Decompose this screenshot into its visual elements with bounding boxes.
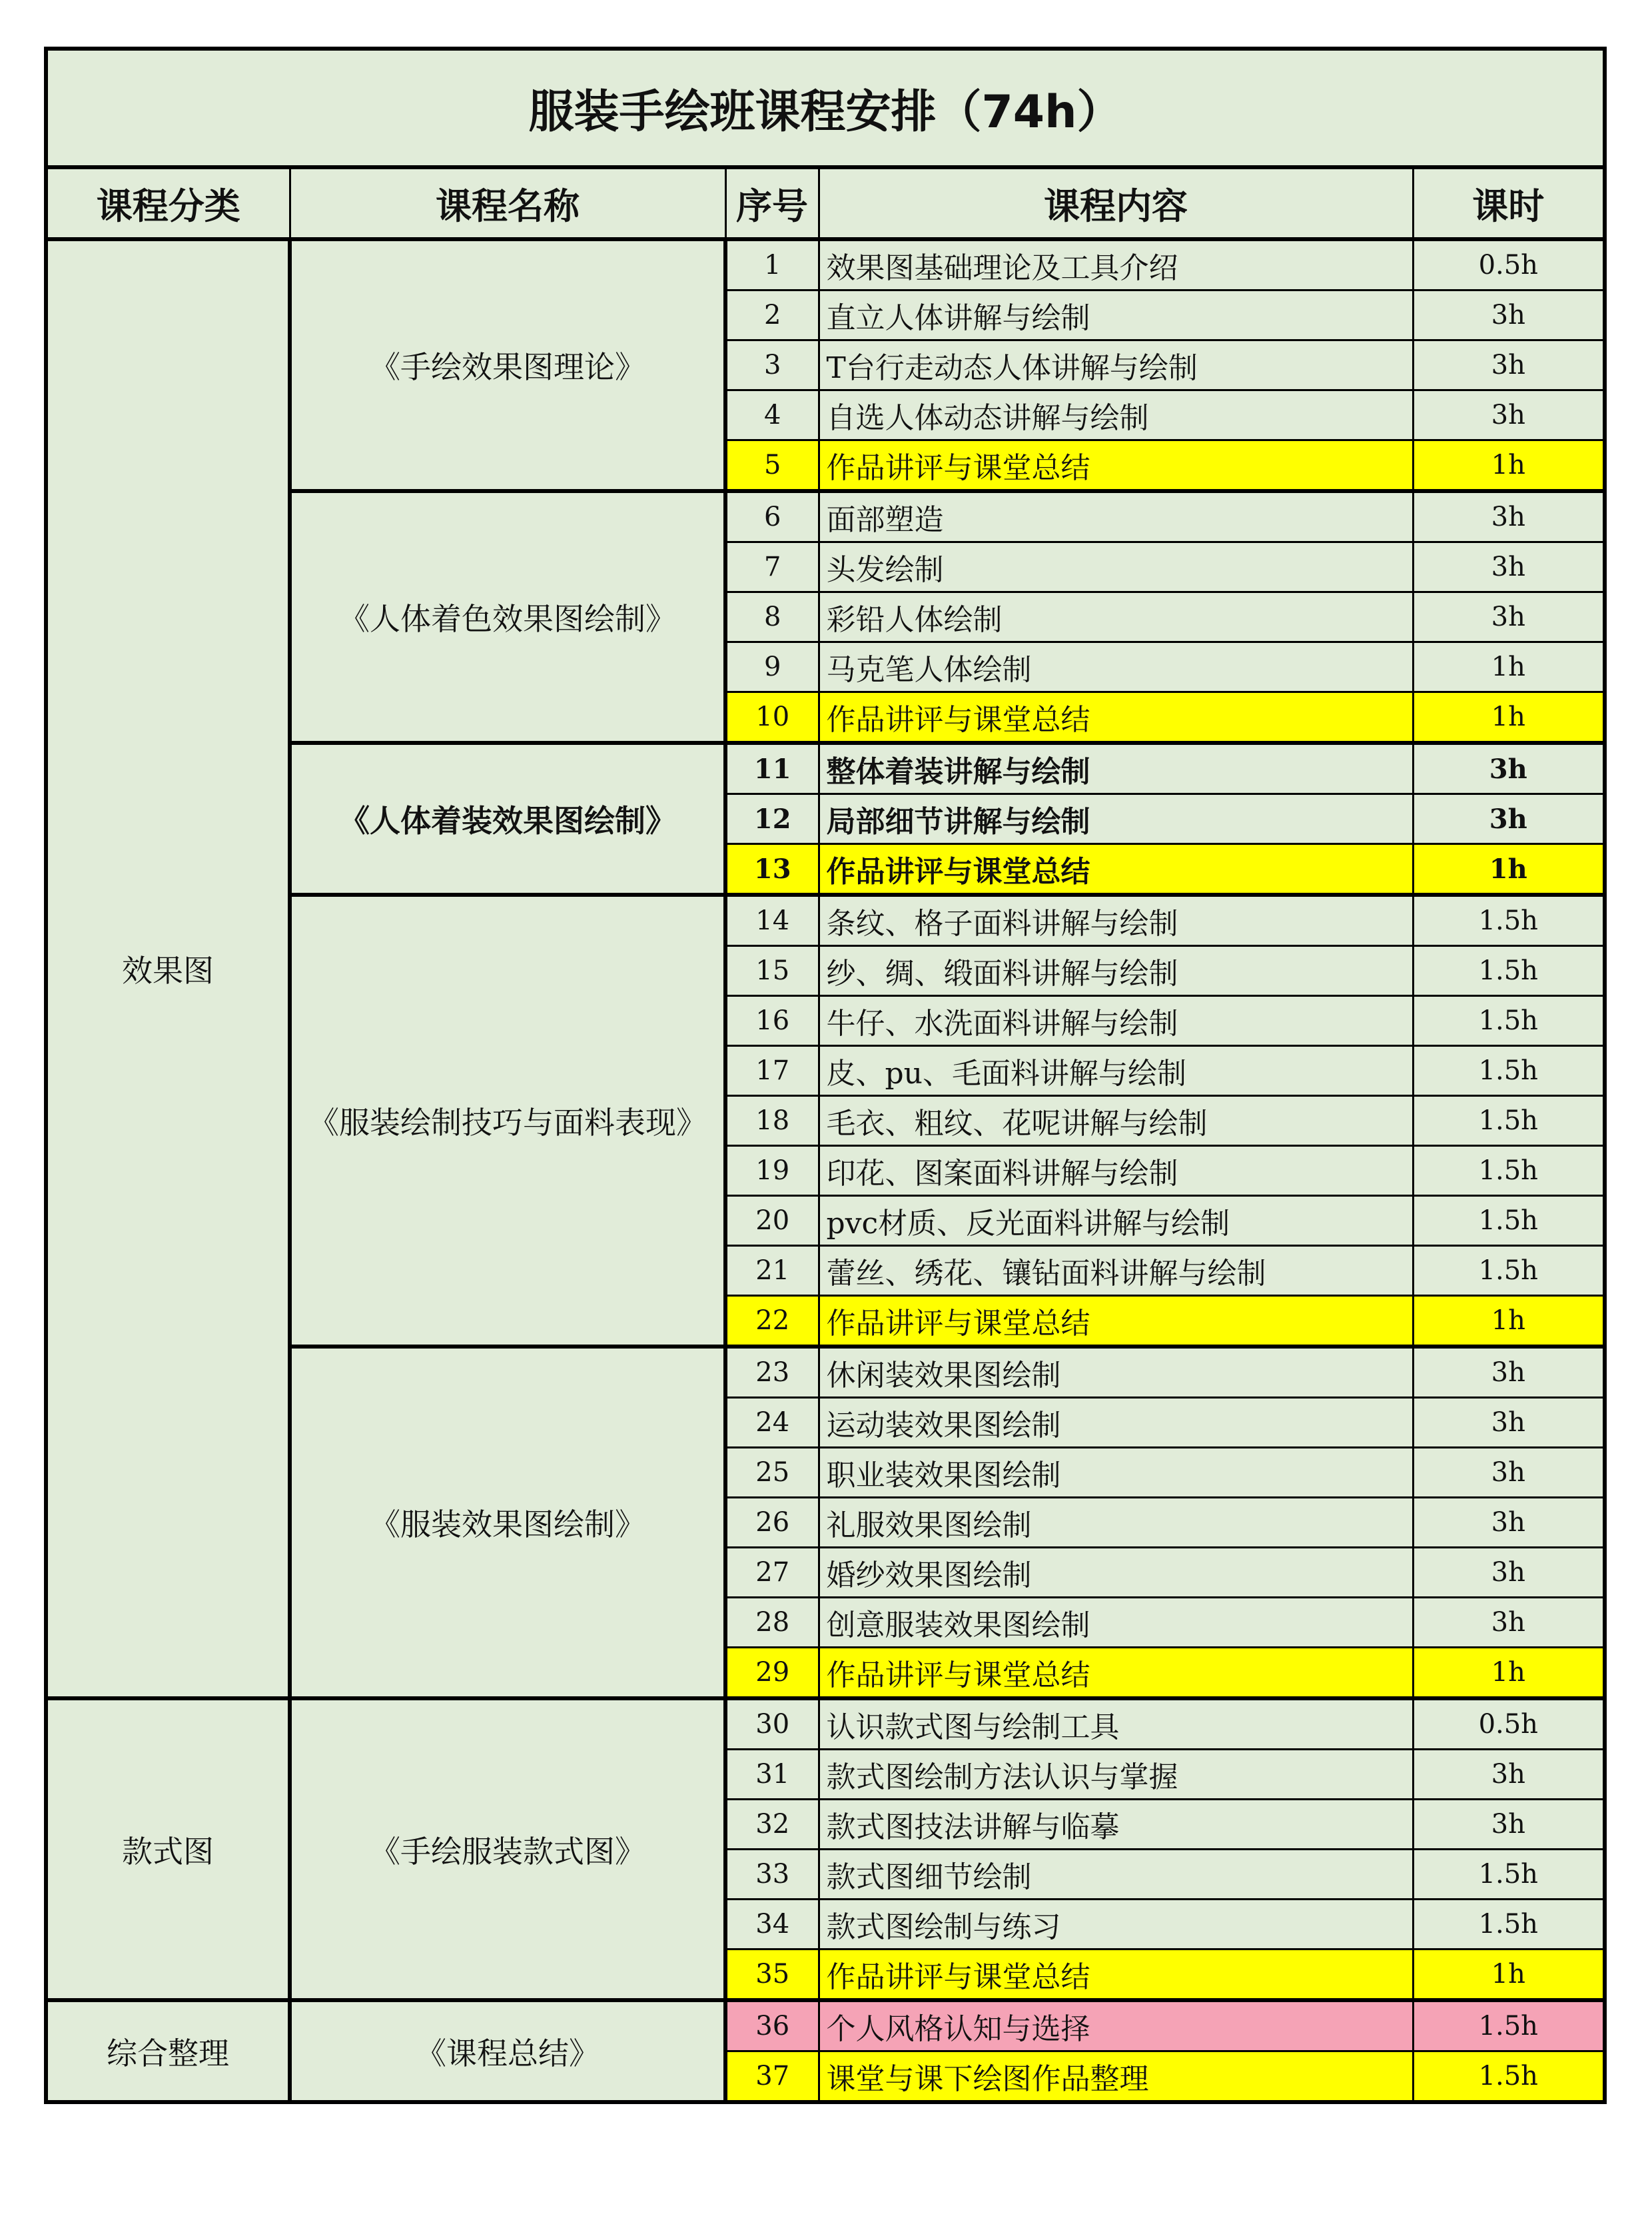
row-number-cell: 3 xyxy=(725,340,819,390)
lesson-content-cell: 毛衣、粗纹、花呢讲解与绘制 xyxy=(819,1096,1413,1146)
lesson-content-cell: 作品讲评与课堂总结 xyxy=(819,1950,1413,2001)
lesson-hours-cell: 3h xyxy=(1413,1398,1605,1448)
lesson-content-cell: 直立人体讲解与绘制 xyxy=(819,290,1413,340)
lesson-hours-cell: 3h xyxy=(1413,1800,1605,1850)
lesson-hours-cell: 1.5h xyxy=(1413,1046,1605,1096)
row-number-cell: 31 xyxy=(725,1750,819,1800)
row-number-cell: 34 xyxy=(725,1900,819,1950)
header-row xyxy=(46,167,1605,239)
row-number-cell: 14 xyxy=(725,895,819,946)
lesson-content-cell: 皮、pu、毛面料讲解与绘制 xyxy=(819,1046,1413,1096)
row-number-cell: 36 xyxy=(725,2000,819,2051)
course-name-cell: 《手绘效果图理论》 xyxy=(290,239,725,491)
course-name-cell: 《服装绘制技巧与面料表现》 xyxy=(290,895,725,1347)
lesson-hours-cell: 1h xyxy=(1413,1648,1605,1699)
row-number-cell: 7 xyxy=(725,542,819,592)
row-number-cell: 21 xyxy=(725,1246,819,1296)
lesson-hours-cell: 1.5h xyxy=(1413,2051,1605,2103)
lesson-hours-cell: 1h xyxy=(1413,440,1605,492)
lesson-content-cell: 印花、图案面料讲解与绘制 xyxy=(819,1146,1413,1196)
row-number-cell: 37 xyxy=(725,2051,819,2103)
row-number-cell: 33 xyxy=(725,1850,819,1900)
row-number-cell: 11 xyxy=(725,743,819,794)
lesson-hours-cell: 1.5h xyxy=(1413,1900,1605,1950)
lesson-hours-cell: 1.5h xyxy=(1413,996,1605,1046)
lesson-hours-cell: 3h xyxy=(1413,1347,1605,1398)
lesson-hours-cell: 1h xyxy=(1413,1950,1605,2001)
lesson-content-cell: 职业装效果图绘制 xyxy=(819,1448,1413,1498)
header-content: 课程内容 xyxy=(819,167,1413,239)
row-number-cell: 4 xyxy=(725,390,819,440)
lesson-hours-cell: 1.5h xyxy=(1413,1246,1605,1296)
lesson-hours-cell: 1h xyxy=(1413,1296,1605,1347)
lesson-content-cell: 运动装效果图绘制 xyxy=(819,1398,1413,1448)
lesson-content-cell: 款式图绘制与练习 xyxy=(819,1900,1413,1950)
lesson-hours-cell: 3h xyxy=(1413,1548,1605,1598)
row-number-cell: 30 xyxy=(725,1698,819,1750)
lesson-content-cell: 作品讲评与课堂总结 xyxy=(819,692,1413,744)
lesson-content-cell: 头发绘制 xyxy=(819,542,1413,592)
table-title: 服装手绘班课程安排（74h） xyxy=(46,49,1605,167)
lesson-hours-cell: 3h xyxy=(1413,743,1605,794)
lesson-content-cell: 条纹、格子面料讲解与绘制 xyxy=(819,895,1413,946)
row-number-cell: 28 xyxy=(725,1598,819,1648)
row-number-cell: 16 xyxy=(725,996,819,1046)
lesson-hours-cell: 1.5h xyxy=(1413,1096,1605,1146)
lesson-content-cell: 作品讲评与课堂总结 xyxy=(819,1296,1413,1347)
row-number-cell: 17 xyxy=(725,1046,819,1096)
lesson-content-cell: pvc材质、反光面料讲解与绘制 xyxy=(819,1196,1413,1246)
table-row xyxy=(46,1698,1605,1750)
lesson-hours-cell: 1h xyxy=(1413,692,1605,744)
lesson-hours-cell: 1.5h xyxy=(1413,946,1605,996)
lesson-hours-cell: 1.5h xyxy=(1413,1850,1605,1900)
lesson-content-cell: 款式图绘制方法认识与掌握 xyxy=(819,1750,1413,1800)
category-cell: 综合整理 xyxy=(46,2000,290,2102)
lesson-content-cell: T台行走动态人体讲解与绘制 xyxy=(819,340,1413,390)
row-number-cell: 18 xyxy=(725,1096,819,1146)
row-number-cell: 15 xyxy=(725,946,819,996)
category-cell: 效果图 xyxy=(46,239,290,1698)
lesson-hours-cell: 3h xyxy=(1413,592,1605,642)
lesson-content-cell: 创意服装效果图绘制 xyxy=(819,1598,1413,1648)
category-cell: 款式图 xyxy=(46,1698,290,2000)
row-number-cell: 20 xyxy=(725,1196,819,1246)
lesson-content-cell: 彩铅人体绘制 xyxy=(819,592,1413,642)
row-number-cell: 5 xyxy=(725,440,819,492)
lesson-hours-cell: 3h xyxy=(1413,491,1605,542)
lesson-content-cell: 作品讲评与课堂总结 xyxy=(819,440,1413,492)
lesson-content-cell: 婚纱效果图绘制 xyxy=(819,1548,1413,1598)
lesson-content-cell: 蕾丝、绣花、镶钻面料讲解与绘制 xyxy=(819,1246,1413,1296)
row-number-cell: 1 xyxy=(725,239,819,290)
lesson-hours-cell: 3h xyxy=(1413,340,1605,390)
row-number-cell: 25 xyxy=(725,1448,819,1498)
lesson-content-cell: 款式图技法讲解与临摹 xyxy=(819,1800,1413,1850)
lesson-hours-cell: 3h xyxy=(1413,1498,1605,1548)
lesson-hours-cell: 1.5h xyxy=(1413,2000,1605,2051)
row-number-cell: 10 xyxy=(725,692,819,744)
lesson-content-cell: 认识款式图与绘制工具 xyxy=(819,1698,1413,1750)
schedule-table xyxy=(44,47,1607,2104)
lesson-content-cell: 面部塑造 xyxy=(819,491,1413,542)
course-name-cell: 《课程总结》 xyxy=(290,2000,725,2102)
lesson-content-cell: 效果图基础理论及工具介绍 xyxy=(819,239,1413,290)
lesson-content-cell: 牛仔、水洗面料讲解与绘制 xyxy=(819,996,1413,1046)
lesson-hours-cell: 3h xyxy=(1413,542,1605,592)
course-name-cell: 《服装效果图绘制》 xyxy=(290,1347,725,1698)
lesson-content-cell: 纱、绸、缎面料讲解与绘制 xyxy=(819,946,1413,996)
row-number-cell: 24 xyxy=(725,1398,819,1448)
lesson-hours-cell: 3h xyxy=(1413,1750,1605,1800)
lesson-hours-cell: 1h xyxy=(1413,844,1605,895)
lesson-content-cell: 课堂与课下绘图作品整理 xyxy=(819,2051,1413,2103)
course-name-cell: 《人体着色效果图绘制》 xyxy=(290,491,725,743)
lesson-hours-cell: 1h xyxy=(1413,642,1605,692)
header-category: 课程分类 xyxy=(46,167,290,239)
lesson-hours-cell: 1.5h xyxy=(1413,1196,1605,1246)
lesson-content-cell: 休闲装效果图绘制 xyxy=(819,1347,1413,1398)
header-course: 课程名称 xyxy=(290,167,725,239)
lesson-hours-cell: 0.5h xyxy=(1413,1698,1605,1750)
row-number-cell: 27 xyxy=(725,1548,819,1598)
table-row xyxy=(46,239,1605,290)
lesson-content-cell: 自选人体动态讲解与绘制 xyxy=(819,390,1413,440)
lesson-content-cell: 礼服效果图绘制 xyxy=(819,1498,1413,1548)
row-number-cell: 8 xyxy=(725,592,819,642)
lesson-content-cell: 整体着装讲解与绘制 xyxy=(819,743,1413,794)
table-row xyxy=(46,2000,1605,2051)
row-number-cell: 19 xyxy=(725,1146,819,1196)
lesson-hours-cell: 3h xyxy=(1413,1448,1605,1498)
lesson-hours-cell: 3h xyxy=(1413,390,1605,440)
lesson-content-cell: 马克笔人体绘制 xyxy=(819,642,1413,692)
row-number-cell: 26 xyxy=(725,1498,819,1548)
header-hours: 课时 xyxy=(1413,167,1605,239)
lesson-content-cell: 个人风格认知与选择 xyxy=(819,2000,1413,2051)
lesson-content-cell: 局部细节讲解与绘制 xyxy=(819,794,1413,844)
lesson-hours-cell: 1.5h xyxy=(1413,895,1605,946)
row-number-cell: 9 xyxy=(725,642,819,692)
row-number-cell: 6 xyxy=(725,491,819,542)
row-number-cell: 22 xyxy=(725,1296,819,1347)
schedule-sheet xyxy=(44,47,1603,2104)
course-name-cell: 《手绘服装款式图》 xyxy=(290,1698,725,2000)
row-number-cell: 32 xyxy=(725,1800,819,1850)
row-number-cell: 23 xyxy=(725,1347,819,1398)
lesson-hours-cell: 1.5h xyxy=(1413,1146,1605,1196)
lesson-hours-cell: 3h xyxy=(1413,794,1605,844)
row-number-cell: 29 xyxy=(725,1648,819,1699)
lesson-hours-cell: 0.5h xyxy=(1413,239,1605,290)
row-number-cell: 35 xyxy=(725,1950,819,2001)
lesson-content-cell: 作品讲评与课堂总结 xyxy=(819,1648,1413,1699)
course-name-cell: 《人体着装效果图绘制》 xyxy=(290,743,725,895)
row-number-cell: 12 xyxy=(725,794,819,844)
row-number-cell: 2 xyxy=(725,290,819,340)
lesson-hours-cell: 3h xyxy=(1413,290,1605,340)
header-num: 序号 xyxy=(725,167,819,239)
lesson-hours-cell: 3h xyxy=(1413,1598,1605,1648)
lesson-content-cell: 作品讲评与课堂总结 xyxy=(819,844,1413,895)
row-number-cell: 13 xyxy=(725,844,819,895)
lesson-content-cell: 款式图细节绘制 xyxy=(819,1850,1413,1900)
